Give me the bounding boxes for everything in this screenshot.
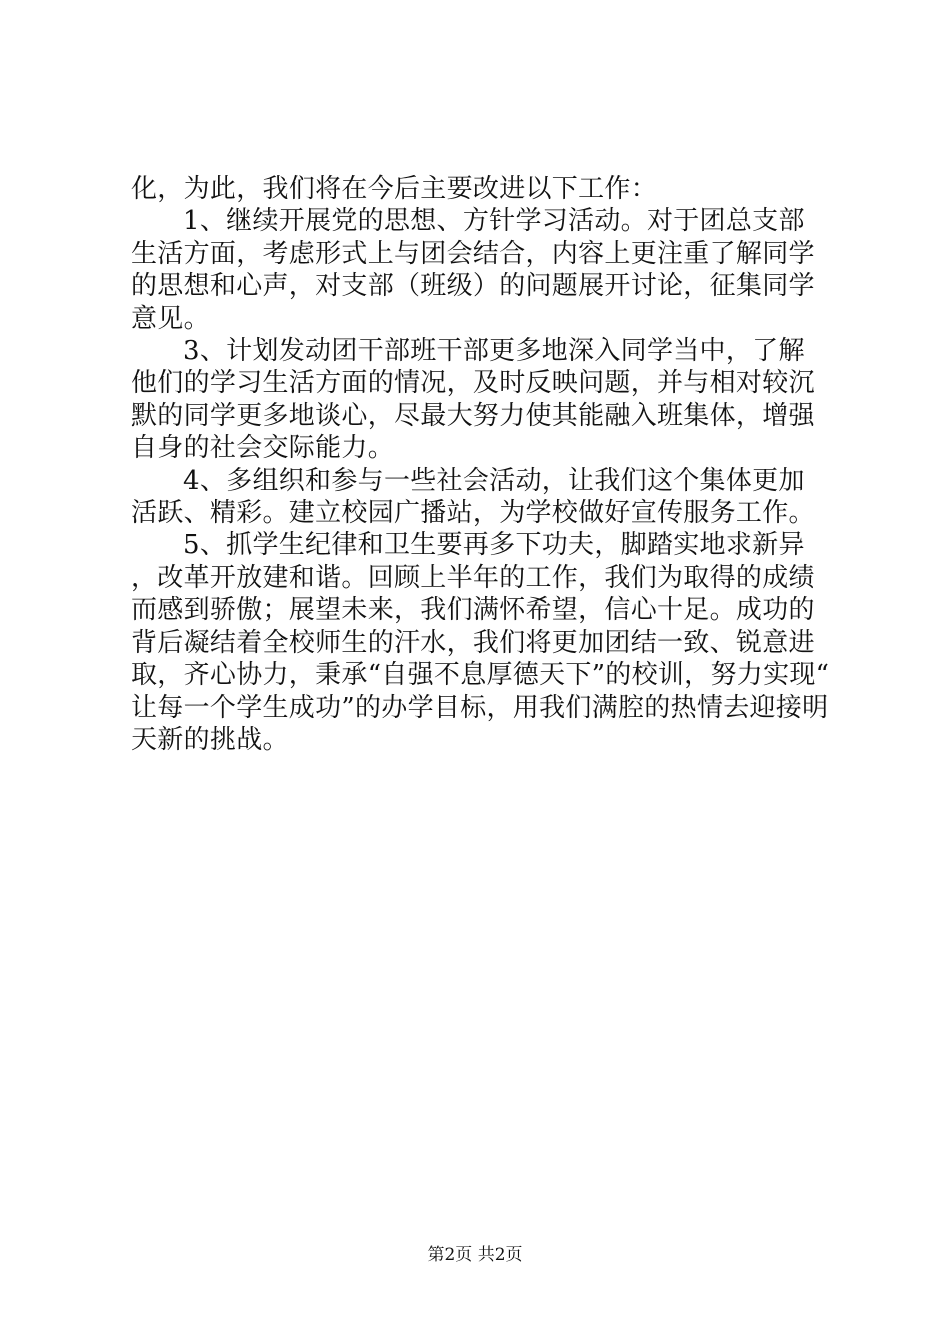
paragraph-item-4: 4、多组织和参与一些社会活动，让我们这个集体更加活跃、精彩。建立校园广播站，为学校做好宣传服务工作。 — [131, 465, 815, 529]
page-number-footer: 第2页 共2页 — [427, 1245, 523, 1265]
paragraph-item-5: 5、抓学生纪律和卫生要再多下功夫，脚踏实地求新异，改革开放建和谐。回顾上半年的工作，我们为取得的成绩而感到骄傲；展望未来，我们满怀希望，信心十足。成功的背后凝结着全校师生的汗水，我们将更加团结一致、锐意进取，齐心协力，秉承“自强不息厚德天下”的校训，努力实现“让每一个学生成功”的办学目标，用我们满腔的热情去迎接明天新的挑战。 — [131, 530, 830, 755]
paragraph-item-3: 3、计划发动团干部班干部更多地深入同学当中，了解他们的学习生活方面的情况，及时反映问题，并与相对较沉默的同学更多地谈心，尽最大努力使其能融入班集体，增强自身的社会交际能力。 — [131, 336, 815, 464]
paragraph-intro-continuation: 化，为此，我们将在今后主要改进以下工作： — [131, 174, 658, 204]
paragraph-item-1: 1、继续开展党的思想、方针学习活动。对于团总支部生活方面，考虑形式上与团会结合，内容上更注重了解同学的思想和心声，对支部（班级）的问题展开讨论，征集同学意见。 — [131, 206, 815, 334]
document-body — [131, 173, 831, 756]
